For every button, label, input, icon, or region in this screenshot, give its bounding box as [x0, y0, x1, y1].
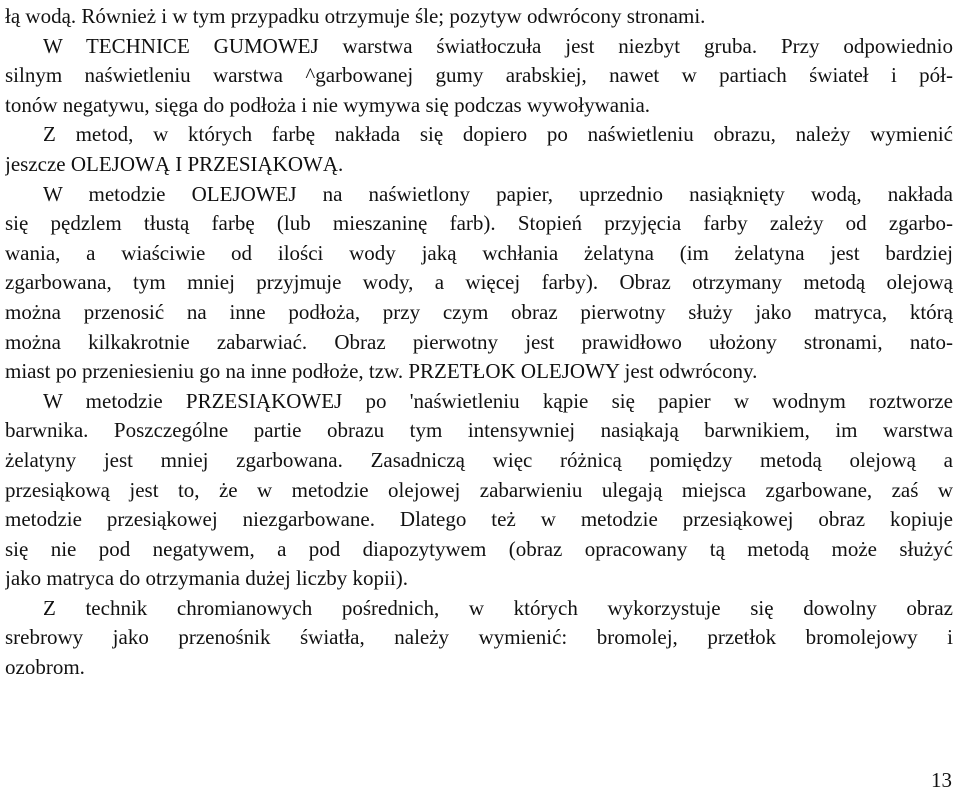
text-line: łą wodą. Również i w tym przypadku otrzymuje śle; pozytyw odwrócony stronami. — [5, 4, 706, 28]
page-number: 13 — [931, 768, 952, 792]
text-line: można przenosić na inne podłoża, przy czym obraz pierwotny służy jako matryca, którą — [5, 299, 953, 324]
text-line: tonów negatywu, sięga do podłoża i nie wymywa się podczas wywoływania. — [5, 92, 651, 117]
text-line: się nie pod negatywem, a pod diapozytywem (obraz opracowany tą metodą może służyć — [5, 536, 953, 561]
text-line: żelatyny jest mniej zgarbowana. Zasadniczą więc różnicą pomiędzy metodą olejową a — [5, 447, 953, 472]
text-line: zgarbowana, tym mniej przyjmuje wody, a więcej farby). Obraz otrzymany metodą olejową — [5, 270, 953, 295]
text-line: Z metod, w których farbę nakłada się dopiero po naświetleniu obrazu, należy wymienić — [43, 122, 953, 147]
text-line: metodzie przesiąkowej niezgarbowane. Dlatego też w metodzie przesiąkowej obraz kopiuje — [5, 507, 953, 532]
text-line: Z technik chromianowych pośrednich, w których wykorzystuje się dowolny obraz — [43, 595, 953, 620]
text-line: przesiąkową jest to, że w metodzie olejowej zabarwieniu ulegają miejsca zgarbowane, zaś w — [5, 477, 953, 502]
text-line: barwnika. Poszczególne partie obrazu tym intensywniej nasiąkają barwnikiem, im warstwa — [5, 418, 953, 443]
text-line: W metodzie PRZESIĄKOWEJ po 'naświetleniu kąpie się papier w wodnym roztworze — [43, 388, 953, 413]
text-line: miast po przeniesieniu go na inne podłoże, tzw. PRZETŁOK OLEJOWY jest odwrócony. — [5, 359, 758, 384]
text-line: srebrowy jako przenośnik światła, należy wymienić: bromolej, przetłok bromolejowy i — [5, 625, 953, 650]
text-line: ozobrom. — [5, 655, 85, 680]
text-line: W TECHNICE GUMOWEJ warstwa światłoczuła jest niezbyt gruba. Przy odpowiednio — [43, 33, 953, 58]
text-line: wania, a wiaściwie od ilości wody jaką wchłania żelatyna (im żelatyna jest bardziej — [5, 240, 953, 265]
text-line: jeszcze OLEJOWĄ I PRZESIĄKOWĄ. — [5, 151, 344, 176]
text-line: jako matryca do otrzymania dużej liczby kopii). — [5, 566, 408, 591]
text-line: się pędzlem tłustą farbę (lub mieszaninę farb). Stopień przyjęcia farby zależy od zgarbo- — [5, 211, 953, 236]
text-line: można kilkakrotnie zabarwiać. Obraz pierwotny jest prawidłowo ułożony stronami, nato- — [5, 329, 953, 354]
text-line: W metodzie OLEJOWEJ na naświetlony papier, uprzednio nasiąknięty wodą, nakłada — [43, 181, 953, 206]
text-line: silnym naświetleniu warstwa ^garbowanej gumy arabskiej, nawet w partiach świateł i pół- — [5, 63, 953, 88]
page-body-text — [5, 2, 953, 683]
